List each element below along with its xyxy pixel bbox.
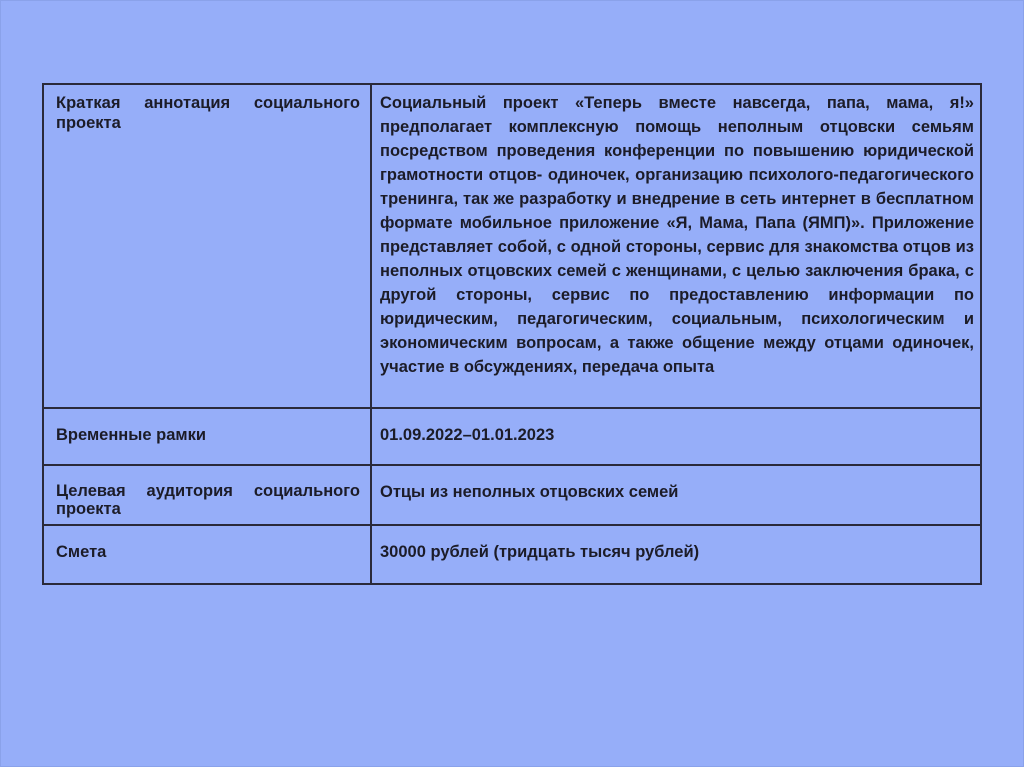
table-row-audience (43, 465, 981, 525)
row-value: 01.09.2022–01.01.2023 (380, 426, 555, 444)
label-cell (43, 465, 371, 525)
table-row-timeframe (43, 408, 981, 465)
table-row-annotation (43, 84, 981, 408)
label-cell (43, 408, 371, 465)
row-value: Отцы из неполных отцовских семей (380, 483, 679, 501)
label-cell (43, 84, 371, 408)
row-value: 30000 рублей (тридцать тысяч рублей) (380, 543, 700, 561)
project-info-table (42, 83, 982, 585)
value-cell (371, 84, 981, 408)
row-value: Социальный проект «Теперь вместе навсегда, папа, мама, я!» предполагает комплексную помощь неполным отцовски семьям посредством проведения конференции по повышению юридической грамотности отцов- одиночек, организацию психолого-педагогического тренинга, так же разработку и внедрение в сеть интернет в бесплатном формате мобильное приложение «Я, Мама, Папа (ЯМП)». Приложение представляет собой, с одной стороны, сервис для знакомства отцов из неполных отцовских семей с женщинами, с целью заключения брака, с другой стороны, сервис по предоставлению информации по юридическим, педагогическим, социальным, психологическим и экономическим вопросам, а также общение между отцами одиночек, участие в обсуждениях, передача опыта (380, 94, 974, 376)
value-cell (371, 525, 981, 584)
row-label: Временные рамки (56, 426, 206, 444)
row-label: Целевая аудитория социального проекта (56, 482, 360, 518)
value-cell (371, 465, 981, 525)
row-label: Краткая аннотация социального проекта (56, 94, 360, 132)
value-cell (371, 408, 981, 465)
table-row-budget (43, 525, 981, 584)
label-cell (43, 525, 371, 584)
row-label: Смета (56, 543, 107, 561)
